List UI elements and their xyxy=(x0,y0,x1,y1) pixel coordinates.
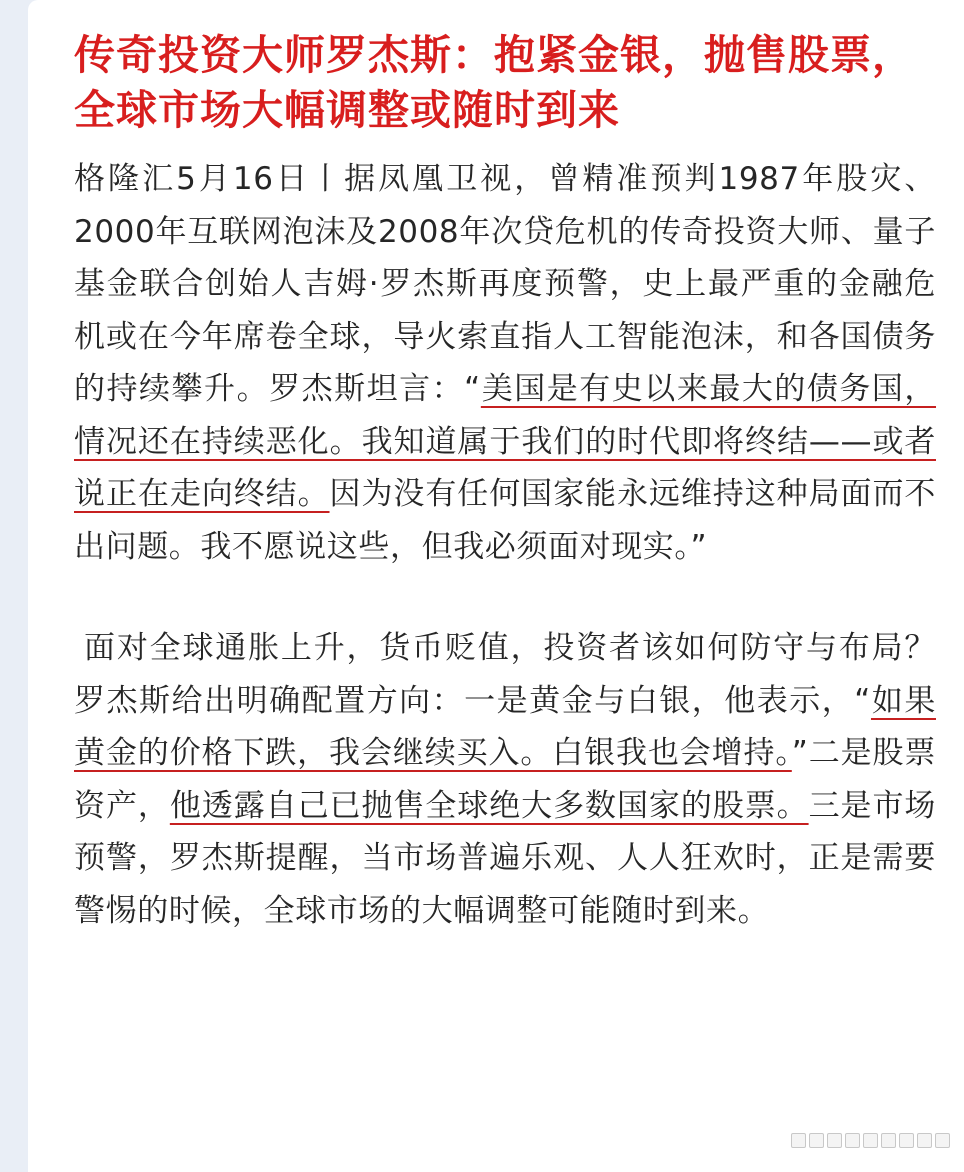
paragraph-2-text-a: 面对全球通胀上升，货币贬值，投资者该如何防守与布局？罗杰斯给出明确配置方向：一是黄金与白银，他表示，“ xyxy=(74,630,936,719)
watermark-square-icon xyxy=(881,1133,896,1148)
watermark-square-icon xyxy=(845,1133,860,1148)
watermark-square-icon xyxy=(791,1133,806,1148)
article-card xyxy=(28,0,964,1172)
watermark-square-icon xyxy=(809,1133,824,1148)
watermark-square-icon xyxy=(899,1133,914,1148)
watermark-square-icon xyxy=(917,1133,932,1148)
article-content xyxy=(74,28,936,937)
article-title: 传奇投资大师罗杰斯：抱紧金银，抛售股票，全球市场大幅调整或随时到来 xyxy=(74,31,914,134)
paragraph-1-text-a: 格隆汇5月16日丨据凤凰卫视，曾精准预判1987年股灾、2000年互联网泡沫及2008年次贷危机的传奇投资大师、量子基金联合创始人吉姆·罗杰斯再度预警，史上最严重的金融危机或在今年席卷全球，导火索直指人工智能泡沫，和各国债务的持续攀升。罗杰斯坦言：“ xyxy=(74,161,936,407)
paragraph-2-text-c: 三是市场预警，罗杰斯提醒，当市场普遍乐观、人人狂欢时，正是需要警惕的时候，全球市场的大幅调整可能随时到来。 xyxy=(74,787,937,929)
watermark-icons xyxy=(791,1133,950,1148)
paragraph-1-text-b: 因为没有任何国家能永远维持这种局面而不出问题。我不愿说这些，但我必须面对现实。” xyxy=(74,476,936,565)
watermark-square-icon xyxy=(863,1133,878,1148)
watermark-square-icon xyxy=(827,1133,842,1148)
watermark-square-icon xyxy=(935,1133,950,1148)
article-paragraph-1 xyxy=(74,153,936,573)
underlined-quote-1: 美国是有史以来最大的债务国，情况还在持续恶化。我知道属于我们的时代即将终结——或者说正在走向终结。 xyxy=(74,371,937,512)
article-paragraph-2 xyxy=(74,622,936,937)
underlined-quote-3: 他透露自己已抛售全球绝大多数国家的股票。 xyxy=(169,787,809,824)
paragraph-2-text-b: ”二是股票资产， xyxy=(74,735,936,824)
underlined-quote-2: 如果黄金的价格下跌，我会继续买入。白银我也会增持。 xyxy=(74,682,936,771)
